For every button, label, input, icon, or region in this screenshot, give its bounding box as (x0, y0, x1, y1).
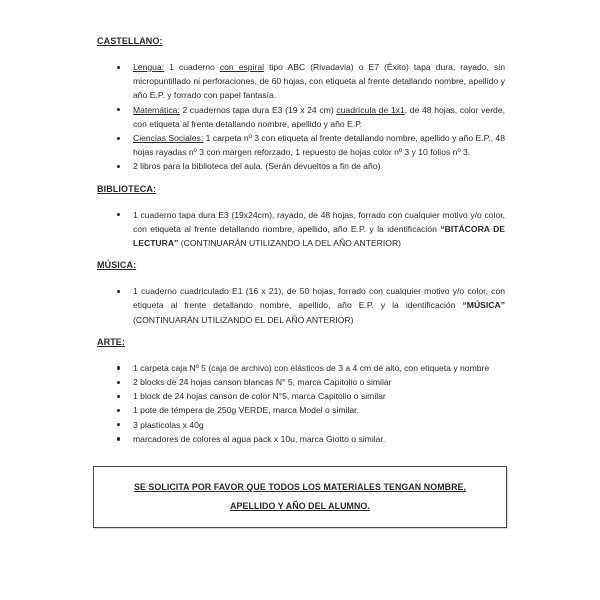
footer-note-box (93, 466, 507, 528)
text-segment: , de 48 hojas, color verde, con etiqueta al frente detallando nombre, apellido y año E.P. (133, 104, 505, 129)
footer-note-text: SE SOLICITA POR FAVOR QUE TODOS LOS MATERIALES TENGAN NOMBRE, APELLIDO Y AÑO DEL ALUMNO. (133, 482, 467, 511)
section-item-list (97, 284, 505, 327)
text-segment: 3 plasticolas x 40g (133, 419, 204, 430)
text-segment: “BITÁCORA DE LECTURA” (133, 223, 506, 249)
section-item-list (97, 60, 505, 174)
text-segment: 1 carpeta caja Nº 5 (caja de archivo) con elásticos de 3 a 4 cm de alto, con etiqueta y nombre (133, 362, 490, 373)
text-segment: (CONTINUARÁN UTILIZANDO LA DEL AÑO ANTERIOR) (178, 238, 402, 249)
section-item-list (97, 208, 505, 251)
text-segment: (CONTINUARÁN UTILIZANDO EL DEL AÑO ANTERIOR) (133, 314, 354, 325)
text-segment: cuadrícula de 1x1 (336, 104, 405, 115)
text-segment: 1 cuaderno tapa dura E3 (19x24cm), rayado, de 48 hojas, forrado con cualquier motivo y/o color, con etiqueta al frente detallando nombre, apellido, año E.P. y la identificación (133, 209, 505, 234)
document-section (97, 184, 505, 251)
list-item (97, 284, 505, 327)
text-segment: con espiral (219, 62, 265, 72)
list-item (97, 389, 505, 403)
text-segment: Lengua: (133, 62, 165, 72)
text-segment: “MÚSICA” (462, 300, 505, 311)
list-item (97, 361, 505, 375)
section-heading: MÚSICA: (97, 260, 137, 271)
sections-container (97, 36, 505, 446)
text-segment: marcadores de colores al agua pack x 10u, marca Giotto o similar. (133, 433, 386, 444)
list-item (97, 60, 505, 103)
list-item (97, 403, 505, 417)
document-section (97, 260, 505, 327)
document-section (97, 36, 505, 174)
text-segment: Matemática: (133, 104, 180, 115)
list-item (97, 103, 505, 131)
document-section (97, 337, 505, 446)
text-segment: 2 libros para la biblioteca del aula. (Serán devueltos a fin de año) (133, 161, 381, 172)
text-segment: 1 block de 24 hojas canson de color N°5, marca Capitolio o similar (133, 391, 386, 402)
list-item (97, 375, 505, 389)
text-segment: 2 cuadernos tapa dura E3 (19 x 24 cm) (179, 104, 337, 115)
list-item (97, 208, 505, 251)
list-item (97, 159, 505, 173)
list-item (97, 432, 505, 446)
text-segment: 1 carpeta nº 3 con etiqueta al frente detallando nombre, apellido y año E.P., 48 hojas rayadas nº 3 con margen reforzado, 1 repuesto de hojas color nº 3 y 10 folios nº 3. (133, 133, 505, 158)
section-heading: ARTE: (97, 336, 125, 347)
text-segment: 1 cuaderno cuadriculado E1 (16 x 21), de 50 hojas, forrado con cualquier motivo y/o color, con etiqueta al frente detallando nombre, apellido, año E.P. y la identificación (133, 286, 505, 311)
list-item (97, 418, 505, 432)
section-item-list (97, 361, 505, 446)
text-segment: 2 blocks de 24 hojas canson blancas N° 5, marca Capitolio o similar (133, 377, 392, 388)
text-segment: Ciencias Sociales: (133, 133, 204, 144)
section-heading: CASTELLANO: (97, 36, 163, 46)
section-heading: BIBLIOTECA: (97, 183, 157, 194)
text-segment: 1 cuaderno (164, 62, 220, 72)
text-segment: 1 pote de témpera de 250g VERDE, marca Model o similar. (133, 405, 359, 416)
list-item (97, 131, 505, 159)
text-segment: tipo ABC (Rivadavia) o E7 (Éxito) tapa dura, rayado, sin micropuntillado ni perforaciones, de 60 hojas, con etiqueta al frente detallando nombre, apellido y año E.P. y forrado con papel fantasía. (133, 62, 505, 101)
